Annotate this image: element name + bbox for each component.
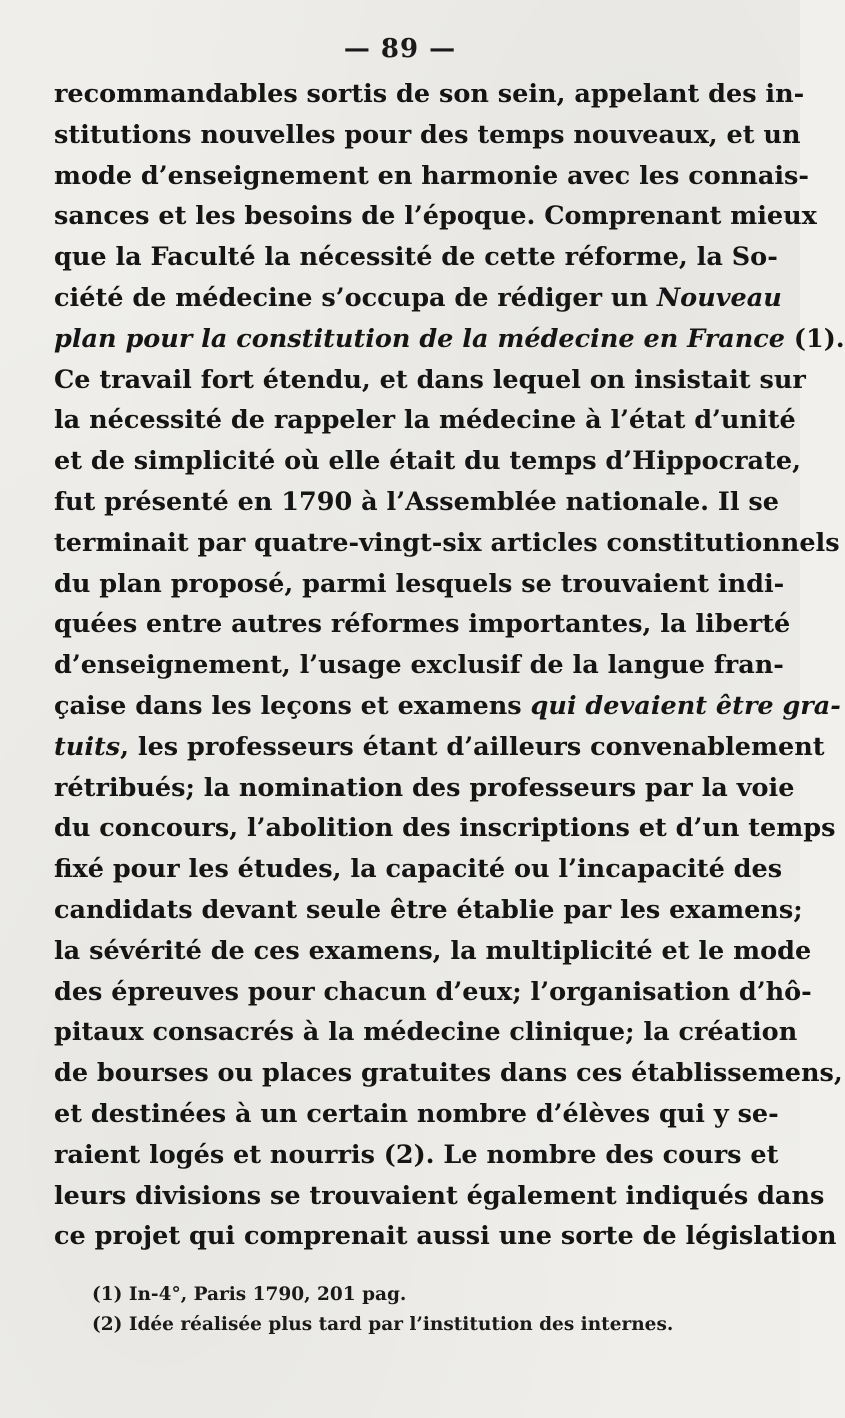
text-line: stitutions nouvelles pour des temps nouveaux, et un	[54, 119, 801, 150]
footnote-1: (1) In-4°, Paris 1790, 201 pag.	[92, 1284, 407, 1305]
text-line: du plan proposé, parmi lesquels se trouvaient indi-	[54, 568, 785, 599]
text-line: terminait par quatre-vingt-six articles constitutionnels	[54, 527, 840, 558]
footnotes	[92, 1280, 752, 1340]
text-line: rétribués; la nomination des professeurs par la voie	[54, 772, 795, 803]
text-line: de bourses ou places gratuites dans ces établissemens,	[54, 1058, 843, 1089]
text-line: pitaux consacrés à la médecine clinique; la création	[54, 1017, 798, 1048]
text-line: Ce travail fort étendu, et dans lequel on insistait sur	[54, 364, 806, 395]
text-line: fut présenté en 1790 à l’Assemblée nationale. Il se	[54, 486, 779, 517]
text-segment: ciété de médecine s’occupa de rédiger un	[54, 282, 657, 313]
text-line: et de simplicité où elle était du temps d’Hippocrate,	[54, 446, 801, 477]
italic-quote-segment: tuits	[54, 731, 121, 762]
text-line: et destinées à un certain nombre d’élèves qui y se-	[54, 1098, 779, 1129]
page-number: — 89 —	[343, 34, 457, 64]
body-text	[54, 74, 845, 1257]
text-line: du concours, l’abolition des inscriptions et d’un temps	[54, 813, 836, 844]
text-line: la sévérité de ces examens, la multiplicité et le mode	[54, 935, 812, 966]
text-line	[54, 319, 845, 360]
text-line: d’enseignement, l’usage exclusif de la langue fran-	[54, 650, 784, 681]
text-line	[54, 686, 841, 727]
text-line: leurs divisions se trouvaient également indiqués dans	[54, 1180, 825, 1211]
text-segment: çaise dans les leçons et examens	[54, 690, 531, 721]
italic-title-segment: plan pour la constitution de la médecine en France	[54, 323, 786, 354]
text-line	[54, 727, 825, 768]
text-line	[54, 278, 782, 319]
text-line: sances et les besoins de l’époque. Comprenant mieux	[54, 201, 817, 232]
text-line: recommandables sortis de son sein, appelant des in-	[54, 79, 805, 109]
text-line: mode d’enseignement en harmonie avec les connais-	[54, 160, 809, 191]
text-line: raient logés et nourris (2). Le nombre des cours et	[54, 1139, 779, 1170]
text-line: la nécessité de rappeler la médecine à l’état d’unité	[54, 405, 796, 436]
text-segment: (1).	[785, 323, 845, 354]
italic-quote-segment: qui devaient être gra-	[530, 690, 841, 721]
text-line: fixé pour les études, la capacité ou l’incapacité des	[54, 854, 783, 885]
text-line: des épreuves pour chacun d’eux; l’organisation d’hô-	[54, 976, 812, 1007]
text-line: que la Faculté la nécessité de cette réforme, la So-	[54, 242, 778, 273]
text-segment: , les professeurs étant d’ailleurs convenablement	[120, 731, 825, 762]
italic-title-segment: Nouveau	[656, 282, 782, 313]
text-line: quées entre autres réformes importantes, la liberté	[54, 609, 791, 640]
text-line: ce projet qui comprenait aussi une sorte de législation	[54, 1221, 837, 1252]
footnote-2: (2) Idée réalisée plus tard par l’institution des internes.	[92, 1314, 674, 1335]
text-line: candidats devant seule être établie par les examens;	[54, 894, 803, 925]
